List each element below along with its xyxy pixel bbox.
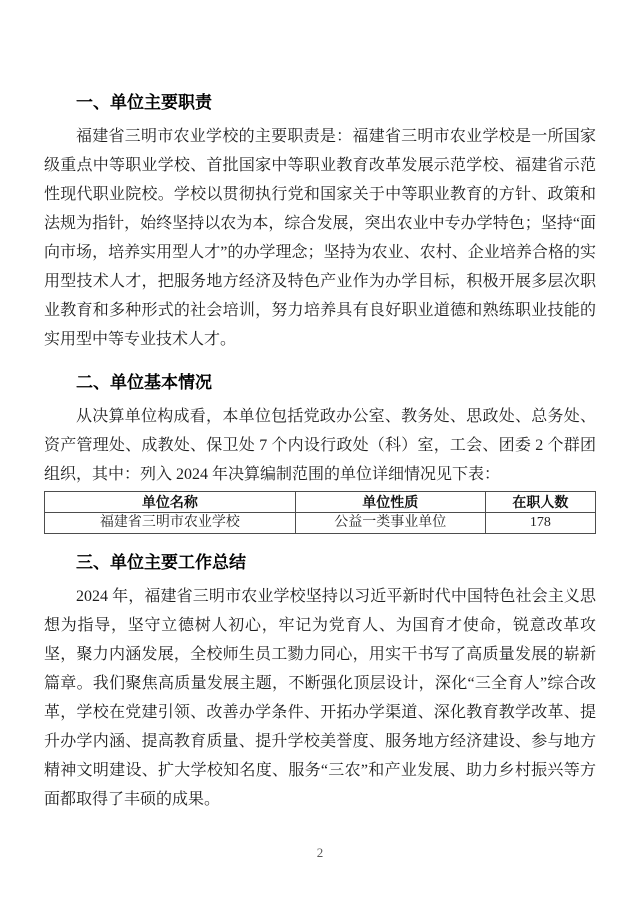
section-3-paragraph: 2024 年，福建省三明市农业学校坚持以习近平新时代中国特色社会主义思想为指导，坚守立德树人初心，牢记为党育人、为国育才使命，锐意改革攻坚，聚力内涵发展，全校师生员工勠力同心，用实干书写了高质量发展的崭新篇章。我们聚焦高质量发展主题，不断强化顶层设计，深化“三全育人”综合改革，学校在党建引领、改善办学条件、开拓办学渠道、深化教育教学改革、提升办学内涵、提高教育质量、提升学校美誉度、服务地方经济建设、参与地方精神文明建设、扩大学校知名度、服务“三农”和产业发展、助力乡村振兴等方面都取得了丰硕的成果。 <box>44 588 596 808</box>
table-header-unit-name: 单位名称 <box>45 492 296 513</box>
table-header-staff-count: 在职人数 <box>485 492 595 513</box>
units-table <box>44 491 596 534</box>
section-1-paragraph: 福建省三明市农业学校的主要职责是：福建省三明市农业学校是一所国家级重点中等职业学校、首批国家中等职业教育改革发展示范学校、福建省示范性现代职业院校。学校以贯彻执行党和国家关于中等职业教育的方针、政策和法规为指针，始终坚持以农为本，综合发展，突出农业中专办学特色；坚持“面向市场，培养实用型人才”的办学理念；坚持为农业、农村、企业培养合格的实用型技术人才，把服务地方经济及特色产业作为办学目标，积极开展多层次职业教育和多种形式的社会培训，努力培养具有良好职业道德和熟练职业技能的实用型中等专业技术人才。 <box>44 128 596 348</box>
section-heading-3: 三、单位主要工作总结 <box>76 553 246 572</box>
section-heading-2: 二、单位基本情况 <box>76 373 212 392</box>
table-header-unit-type: 单位性质 <box>295 492 485 513</box>
cell-unit-name: 福建省三明市农业学校 <box>45 513 296 534</box>
table-header-row <box>45 492 596 513</box>
cell-unit-type: 公益一类事业单位 <box>295 513 485 534</box>
cell-staff-count: 178 <box>485 513 595 534</box>
section-heading-1: 一、单位主要职责 <box>76 93 212 112</box>
page-number: 2 <box>316 845 324 860</box>
section-2-paragraph: 从决算单位构成看，本单位包括党政办公室、教务处、思政处、总务处、资产管理处、成教处、保卫处 7 个内设行政处（科）室，工会、团委 2 个群团组织，其中：列入 2024 年决算编制范围的单位详细情况见下表： <box>44 408 596 483</box>
table-row <box>45 513 596 534</box>
